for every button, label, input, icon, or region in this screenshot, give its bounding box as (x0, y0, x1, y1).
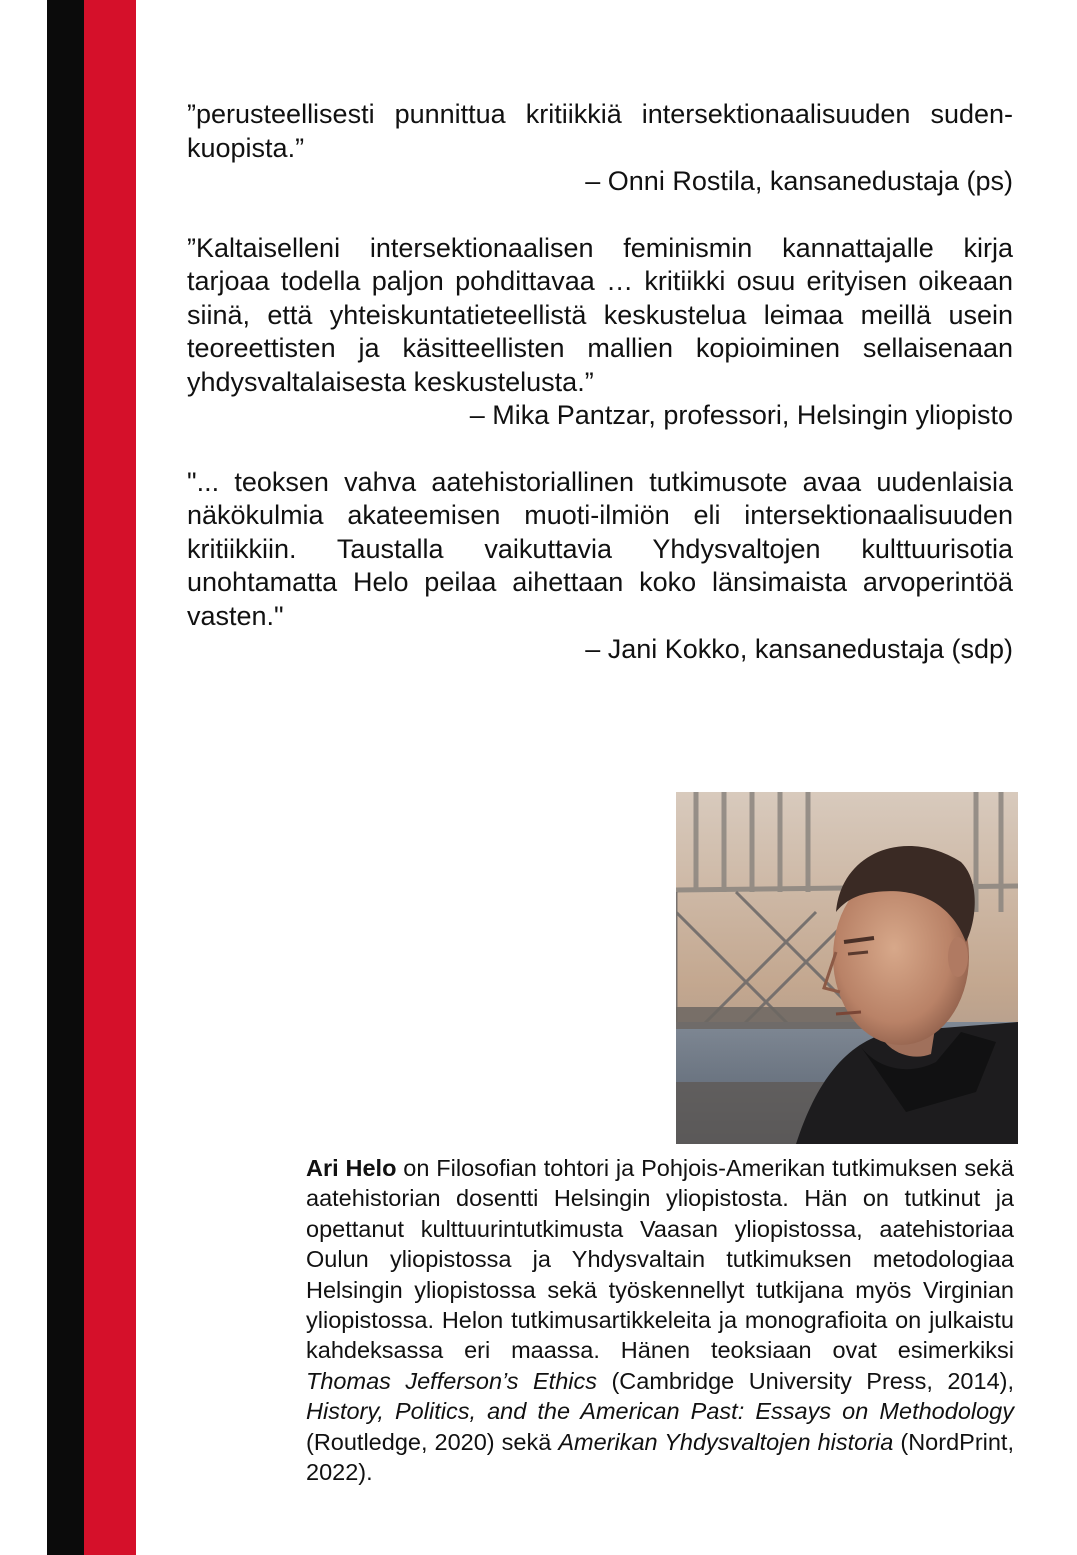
quote-2-attribution: – Mika Pantzar, professori, Helsingin yliopisto (469, 400, 1013, 430)
author-bio (306, 1153, 1014, 1487)
quote-1-text: ”perusteellisesti punnittua kritiikkiä intersektionaalisuuden suden-kuopista.” (187, 99, 1013, 163)
bio-text-3: (Routledge, 2020) sekä (306, 1428, 559, 1455)
author-photo (676, 792, 1018, 1144)
bio-text-1: on Filosofian tohtori ja Pohjois-Amerikan tutkimuksen sekä aatehistorian dosentti Helsingin yliopistosta. Hän on tutkinut ja opettanut kulttuurintutkimusta Vaasan yliopistossa, aatehistoriaa Oulun yliopistossa ja Yhdysvaltain tutkimuksen metodologiaa Helsingin yliopistossa sekä työskennellyt tutkijana myös Virginian yliopistossa. Helon tutkimusartikkeleita ja monografioita on julkaistu kahdeksassa eri maassa. Hänen teoksiaan ovat esimerkiksi (306, 1155, 1014, 1364)
quote-2-text: ”Kaltaiselleni intersektionaalisen feminismin kannattajalle kirja tarjoaa todella paljon pohdittavaa … kritiikki osuu erityisen oikeaan siinä, että yhteiskuntatieteellistä keskustelua leimaa meillä usein teoreettisten ja käsitteellisten mallien kopioiminen sellaisenaan yhdysvaltalaisesta keskustelusta.” (187, 232, 1013, 397)
quotes-section (187, 98, 1013, 667)
quote-1-attribution: – Onni Rostila, kansanedustaja (ps) (585, 166, 1013, 196)
book-title-1: Thomas Jefferson’s Ethics (306, 1367, 598, 1394)
red-stripe (84, 0, 136, 1555)
book-title-2: History, Politics, and the American Past: Essays on Methodology (306, 1398, 1014, 1425)
bio-text-2: (Cambridge University Press, 2014), (597, 1367, 1014, 1394)
bio-text-4: (NordPrint, 2022). (306, 1428, 1014, 1486)
left-margin (0, 0, 47, 1555)
quote-3-attribution: – Jani Kokko, kansanedustaja (sdp) (585, 634, 1013, 664)
author-name: Ari Helo (306, 1155, 397, 1181)
black-stripe (47, 0, 84, 1555)
quote-3-text: "... teoksen vahva aatehistoriallinen tutkimusote avaa uudenlaisia näkökulmia akateemisen muoti-ilmiön eli intersektionaalisuuden kritiikkiin. Taustalla vaikuttavia Yhdysvaltojen kulttuurisotia unohtamatta Helo peilaa aihettaan koko länsimaista arvoperintöä vasten." (187, 466, 1013, 631)
book-title-3: Amerikan Yhdysvaltojen historia (558, 1428, 894, 1455)
